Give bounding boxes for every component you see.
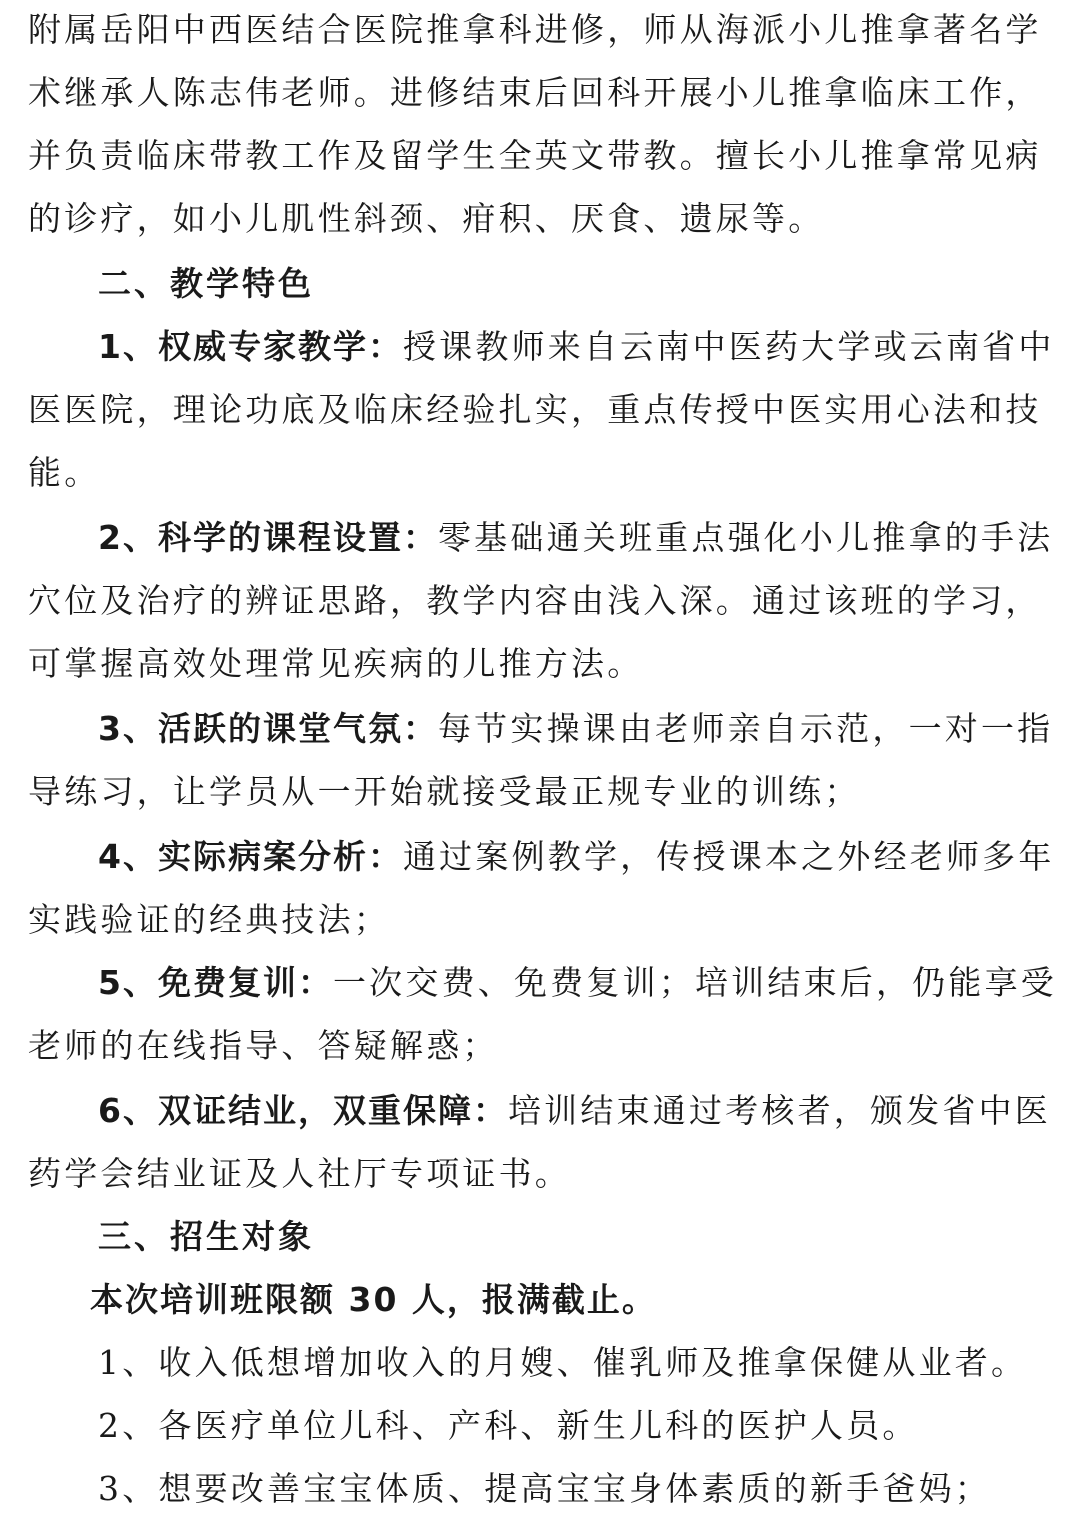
feature-1-line-2: 医医院，理论功底及临床经验扎实，重点传授中医实用心法和技 [28,390,1042,429]
section3-heading: 三、招生对象 [98,1217,314,1256]
intro-line-3: 并负责临床带教工作及留学生全英文带教。擅长小儿推拿常见病 [28,136,1042,175]
feature-6-line-2: 药学会结业证及人社厅专项证书。 [28,1154,571,1193]
feature-title: 2、科学的课程设置： [98,518,438,557]
feature-item-2 [98,518,1053,558]
intro-line-2: 术继承人陈志伟老师。进修结束后回科开展小儿推拿临床工作， [28,73,1042,112]
feature-2-line-3: 可掌握高效处理常见疾病的儿推方法。 [28,644,644,683]
feature-text: 培训结束通过考核者，颁发省中医 [507,1091,1051,1130]
target-item-1: 1、收入低想增加收入的月嫂、催乳师及推拿保健从业者。 [98,1343,1028,1382]
target-item-3: 3、想要改善宝宝体质、提高宝宝身体素质的新手爸妈； [98,1469,991,1508]
feature-title: 4、实际病案分析： [98,837,403,876]
intro-line-4: 的诊疗，如小儿肌性斜颈、疳积、厌食、遗尿等。 [28,199,825,238]
section2-heading: 二、教学特色 [98,264,314,303]
feature-text: 授课教师来自云南中医药大学或云南省中 [402,327,1055,366]
feature-text: 每节实操课由老师亲自示范，一对一指 [437,709,1054,748]
feature-title: 1、权威专家教学： [98,327,403,366]
feature-5-line-2: 老师的在线指导、答疑解惑； [28,1026,499,1065]
feature-item-6 [98,1091,1051,1131]
target-item-2: 2、各医疗单位儿科、产科、新生儿科的医护人员。 [98,1406,919,1445]
feature-text: 通过案例教学，传授课本之外经老师多年 [402,837,1055,876]
feature-item-4 [98,837,1055,877]
feature-title: 6、双证结业，双重保障： [98,1091,508,1130]
feature-4-line-2: 实践验证的经典技法； [28,900,390,939]
feature-1-line-3: 能。 [28,453,101,492]
feature-text: 零基础通关班重点强化小儿推拿的手法 [437,518,1054,557]
feature-item-5 [98,963,1057,1003]
feature-3-line-2: 导练习，让学员从一开始就接受最正规专业的训练； [28,772,861,811]
feature-title: 5、免费复训： [98,963,333,1002]
feature-text: 一次交费、免费复训；培训结束后，仍能享受 [332,963,1057,1002]
feature-item-3 [98,709,1053,749]
feature-2-line-2: 穴位及治疗的辨证思路，教学内容由浅入深。通过该班的学习， [28,581,1042,620]
intro-line-1: 附属岳阳中西医结合医院推拿科进修，师从海派小儿推拿著名学 [28,10,1042,49]
enrollment-quota: 本次培训班限额 30 人，报满截止。 [90,1280,657,1319]
feature-item-1 [98,327,1055,367]
feature-title: 3、活跃的课堂气氛： [98,709,438,748]
